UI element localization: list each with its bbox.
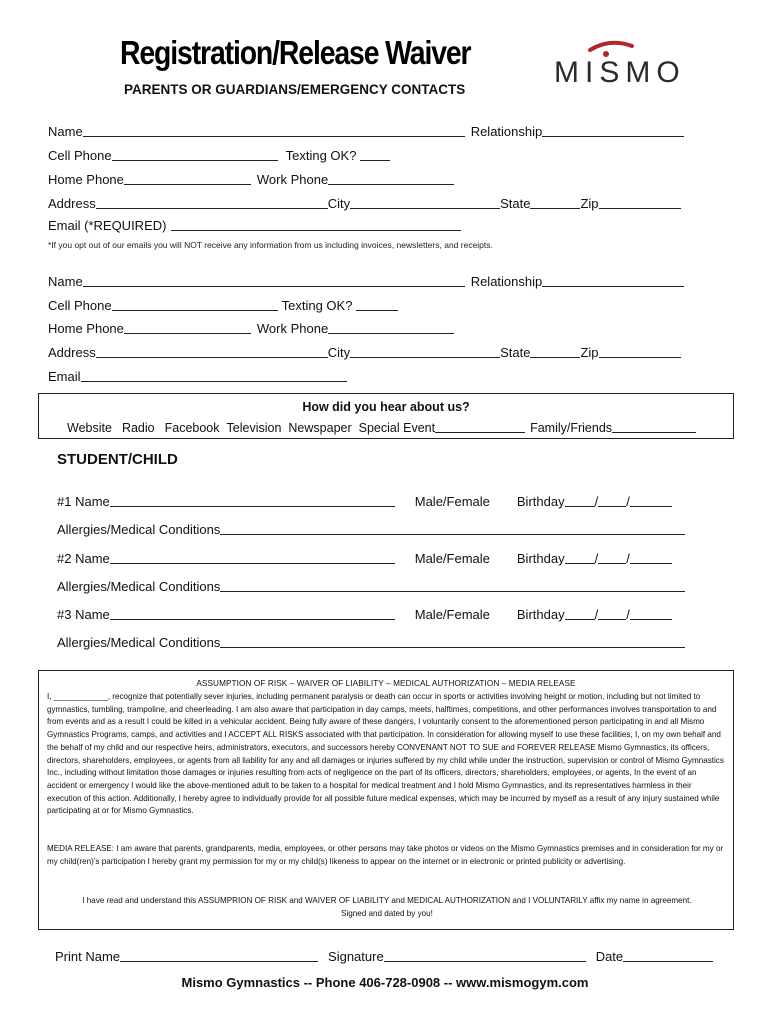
waiver-box xyxy=(38,670,734,930)
contact2-address-field[interactable] xyxy=(96,343,328,358)
print-name-field[interactable] xyxy=(120,947,318,962)
student2-name-field[interactable] xyxy=(110,549,395,564)
contact1-row-cell xyxy=(48,145,390,163)
mismo-logo-icon xyxy=(550,38,720,90)
contact2-zip-label: Zip xyxy=(580,345,599,360)
student1-bday-month[interactable] xyxy=(565,492,595,507)
student2-gender-label[interactable]: Male/Female xyxy=(414,551,490,566)
student1-allergies-row xyxy=(57,519,685,537)
option-facebook[interactable]: Facebook xyxy=(164,421,220,435)
student2-name-label: #2 Name xyxy=(57,551,110,566)
how-heard-title: How did you hear about us? xyxy=(302,400,470,414)
student3-name-label: #3 Name xyxy=(57,607,110,622)
student3-row: #3 Name Male/Female Birthday / / xyxy=(57,604,672,622)
signature-row xyxy=(55,946,713,964)
student2-row: #2 Name Male/Female Birthday / / xyxy=(57,548,672,566)
student1-birthday-label: Birthday xyxy=(516,494,565,509)
contact2-email-field[interactable] xyxy=(81,367,347,382)
contact2-row-cell xyxy=(48,295,398,313)
contact2-row-name xyxy=(48,271,684,289)
logo-text: MISMO xyxy=(554,56,686,89)
student2-bday-month[interactable] xyxy=(565,549,595,564)
contact2-relationship-label: Relationship xyxy=(470,274,543,289)
student3-name-field[interactable] xyxy=(110,605,395,620)
contact1-relationship-field[interactable] xyxy=(542,122,684,137)
contact1-state-field[interactable] xyxy=(530,194,580,209)
waiver-signed-note: Signed and dated by you! xyxy=(341,909,433,918)
option-website[interactable]: Website xyxy=(67,421,112,435)
signature-field[interactable] xyxy=(384,947,586,962)
student1-allergies-field[interactable] xyxy=(220,520,685,535)
date-label: Date xyxy=(595,949,624,964)
student3-birthday-label: Birthday xyxy=(516,607,565,622)
contact1-row-name xyxy=(48,121,684,139)
contact1-name-label: Name xyxy=(48,124,83,139)
student3-allergies-field[interactable] xyxy=(220,633,685,648)
contact2-name-field[interactable] xyxy=(83,272,465,287)
option-family-friends[interactable]: Family/Friends xyxy=(530,421,613,435)
contact2-relationship-field[interactable] xyxy=(542,272,684,287)
student3-bday-day[interactable] xyxy=(598,605,626,620)
print-name-label: Print Name xyxy=(55,949,121,964)
contact2-state-field[interactable] xyxy=(530,343,580,358)
contact2-email-label: Email xyxy=(48,369,81,384)
signature-label: Signature xyxy=(328,949,384,964)
opt-out-note: *If you opt out of our emails you will NOT receive any information from us including invoices, newsletters, and receipts. xyxy=(48,240,493,250)
contact1-zip-field[interactable] xyxy=(599,194,681,209)
contact1-texting-label: Texting OK? xyxy=(285,148,357,163)
student2-allergies-field[interactable] xyxy=(220,577,685,592)
student1-row: #1 Name Male/Female Birthday / / xyxy=(57,491,672,509)
student1-bday-day[interactable] xyxy=(598,492,626,507)
contact1-row-address xyxy=(48,193,681,211)
contact2-home-field[interactable] xyxy=(124,319,251,334)
contact2-city-label: City xyxy=(327,345,351,360)
option-special-event[interactable]: Special Event xyxy=(358,421,436,435)
contact1-name-field[interactable] xyxy=(83,122,465,137)
student3-gender-label[interactable]: Male/Female xyxy=(414,607,490,622)
student3-allergies-label: Allergies/Medical Conditions xyxy=(57,635,221,650)
contact2-row-email xyxy=(48,366,347,384)
contact2-cell-label: Cell Phone xyxy=(48,298,112,313)
how-heard-options xyxy=(67,418,696,435)
media-release: MEDIA RELEASE: I am aware that parents, grandparents, media, employees, or other persons may take photos or videos on the Mismo Gymnastics premises and in consideration for my or my child(ren)’s participation I hereby grant my permission for my or my child(s) likeness to appear on the internet or in electronic or printed publicity or advertising. xyxy=(47,844,724,866)
contact1-home-label: Home Phone xyxy=(48,172,124,187)
student2-allergies-row xyxy=(57,576,685,594)
contact2-cell-field[interactable] xyxy=(112,296,278,311)
student1-name-label: #1 Name xyxy=(57,494,110,509)
student3-bday-month[interactable] xyxy=(565,605,595,620)
waiver-heading: ASSUMPTION OF RISK – WAIVER OF LIABILITY – MEDICAL AUTHORIZATION – MEDIA RELEASE xyxy=(196,679,576,688)
contact2-work-label: Work Phone xyxy=(256,321,329,336)
contact2-texting-label: Texting OK? xyxy=(281,298,353,313)
page-title: Registration/Release Waiver xyxy=(120,34,471,71)
student1-bday-year[interactable] xyxy=(630,492,672,507)
contact2-name-label: Name xyxy=(48,274,83,289)
contact1-work-field[interactable] xyxy=(328,170,454,185)
contact1-row-home xyxy=(48,169,454,187)
option-television[interactable]: Television xyxy=(226,421,282,435)
contact1-cell-field[interactable] xyxy=(112,146,278,161)
contact1-zip-label: Zip xyxy=(580,196,599,211)
student-heading: STUDENT/CHILD xyxy=(57,451,178,468)
contact1-texting-field[interactable] xyxy=(360,146,390,161)
option-radio[interactable]: Radio xyxy=(121,421,155,435)
contact1-state-label: State xyxy=(500,196,531,211)
contact2-zip-field[interactable] xyxy=(599,343,681,358)
contact1-address-label: Address xyxy=(48,196,96,211)
contact1-address-field[interactable] xyxy=(96,194,328,209)
waiver-body: I, ____________, recognize that potentially sever injuries, including permanent paralysis or death can occur in sports or activities involving height or motion, including but not limited to gymnastics, tumbling, trampoline, and cheerleading. I am also aware that participation in day camps, meets, halftimes, competitions, and other performances involves transportation to and from events and as a result I could be killed in a vehicular accident. Being fully aware of these dangers, I voluntarily consent to the aforementioned person participating in and all Mismo Gymnastics Programs, camps, and activities and I ACCEPT ALL RISKS associated with that participation. In consideration for allowing myself to use these facilities, I, on my own behalf and the behalf of my child and our respective heirs, administrators, executors, and successors hereby CONVENANT NOT TO SUE and FOREVER RELEASE Mismo Gymnastics, its officers, directors, shareholders, employees, or agents from all liability for any and all damages or injuries suffered by my child while under the instruction, supervision or control of Mismo Gymnastics Inc., including without limitation those damages or injuries resulting from acts of negligence on the part of its officers, directors, shareholders, employees, or agents, In the event of an accident or emergency I would like the above-mentioned adult to be taken to a hospital for medical treatment and I hold Mismo Gymnastics, and its representatives harmless in their execution of this action. Additionally, I hereby agree to individually provide for all possible future medical expenses, which may be incurred by myself as a result of any injury sustained while participating at or for Mismo Gymnastics. xyxy=(47,692,724,816)
contact1-row-email xyxy=(48,215,461,233)
special-event-field[interactable] xyxy=(435,418,525,433)
contact1-email-label: Email (*REQUIRED) xyxy=(48,218,167,233)
contact2-work-field[interactable] xyxy=(328,319,454,334)
mismo-logo xyxy=(550,38,720,90)
student1-allergies-label: Allergies/Medical Conditions xyxy=(57,522,221,537)
page-subtitle: PARENTS OR GUARDIANS/EMERGENCY CONTACTS xyxy=(124,82,466,97)
student2-bday-day[interactable] xyxy=(598,549,626,564)
contact1-city-label: City xyxy=(327,196,351,211)
contact1-email-field[interactable] xyxy=(171,216,461,231)
contact1-relationship-label: Relationship xyxy=(470,124,543,139)
student1-gender-label[interactable]: Male/Female xyxy=(414,494,490,509)
student3-bday-year[interactable] xyxy=(630,605,672,620)
student3-allergies-row xyxy=(57,632,685,650)
waiver-agreement: I have read and understand this ASSUMPRION OF RISK and WAIVER OF LIABILITY and MEDICAL AUTHORIZATION and I VOLUNTARILY affix my name in agreement. xyxy=(82,896,692,905)
contact2-state-label: State xyxy=(500,345,531,360)
family-friends-field[interactable] xyxy=(612,418,696,433)
date-field[interactable] xyxy=(623,947,713,962)
option-newspaper[interactable]: Newspaper xyxy=(288,421,352,435)
contact2-city-field[interactable] xyxy=(350,343,500,358)
contact2-home-label: Home Phone xyxy=(48,321,124,336)
contact2-texting-field[interactable] xyxy=(356,296,398,311)
student2-bday-year[interactable] xyxy=(630,549,672,564)
how-heard-box xyxy=(38,393,734,439)
contact1-work-label: Work Phone xyxy=(256,172,329,187)
contact1-home-field[interactable] xyxy=(124,170,251,185)
contact1-cell-label: Cell Phone xyxy=(48,148,112,163)
student2-birthday-label: Birthday xyxy=(516,551,565,566)
contact2-row-home xyxy=(48,318,454,336)
contact2-row-address xyxy=(48,342,681,360)
contact1-city-field[interactable] xyxy=(350,194,500,209)
footer-contact: Mismo Gymnastics -- Phone 406-728-0908 -- www.mismogym.com xyxy=(181,975,589,990)
student2-allergies-label: Allergies/Medical Conditions xyxy=(57,579,221,594)
student1-name-field[interactable] xyxy=(110,492,395,507)
contact2-address-label: Address xyxy=(48,345,96,360)
